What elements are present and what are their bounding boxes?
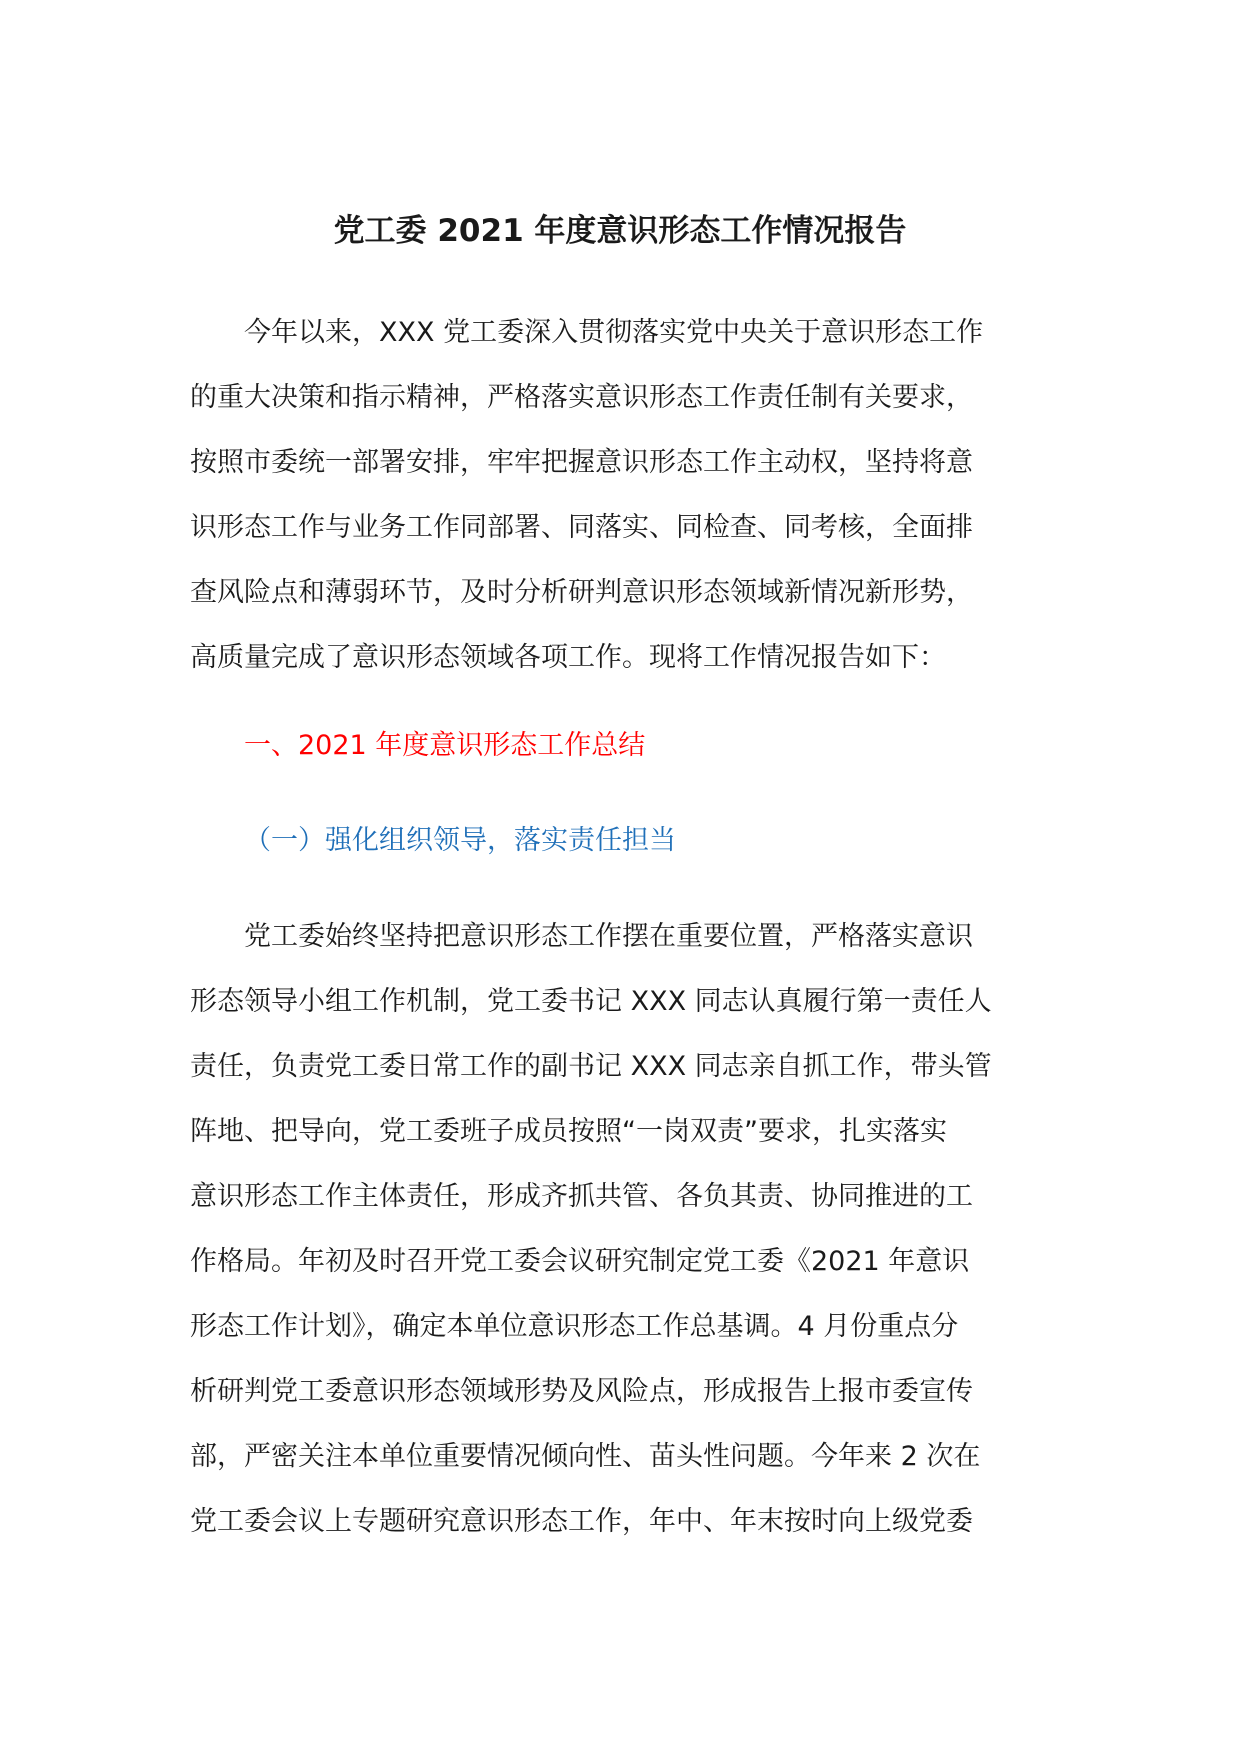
document-title: 党工委 2021 年度意识形态工作情况报告 [333,213,907,249]
body-line: 形态领导小组工作机制，党工委书记 XXX 同志认真履行第一责任人 [190,986,992,1017]
intro-paragraph [190,300,1058,690]
intro-line: 按照市委统一部署安排，牢牢把握意识形态工作主动权，坚持将意 [190,447,973,478]
intro-line: 识形态工作与业务工作同部署、同落实、同检查、同考核，全面排 [190,512,973,543]
body-line: 作格局。年初及时召开党工委会议研究制定党工委《2021 年意识 [190,1246,970,1277]
body-line: 意识形态工作主体责任，形成齐抓共管、各负其责、协同推进的工 [190,1181,973,1212]
body-paragraph [190,904,1058,1554]
body-line: 部，严密关注本单位重要情况倾向性、苗头性问题。今年来 2 次在 [190,1441,981,1472]
body-line: 党工委始终坚持把意识形态工作摆在重要位置，严格落实意识 [244,921,973,952]
intro-line: 今年以来，XXX 党工委深入贯彻落实党中央关于意识形态工作 [244,317,984,348]
body-line: 阵地、把导向，党工委班子成员按照“一岗双责”要求，扎实落实 [190,1116,947,1147]
intro-line: 高质量完成了意识形态领域各项工作。现将工作情况报告如下： [190,642,946,673]
subsection-heading: （一）强化组织领导，落实责任担当 [244,825,676,856]
intro-line: 查风险点和薄弱环节，及时分析研判意识形态领域新情况新形势， [190,577,973,608]
section-heading: 一、2021 年度意识形态工作总结 [244,730,646,761]
intro-line: 的重大决策和指示精神，严格落实意识形态工作责任制有关要求， [190,382,973,413]
body-line: 形态工作计划》，确定本单位意识形态工作总基调。4 月份重点分 [190,1311,959,1342]
body-line: 责任，负责党工委日常工作的副书记 XXX 同志亲自抓工作，带头管 [190,1051,992,1082]
body-line: 党工委会议上专题研究意识形态工作，年中、年末按时向上级党委 [190,1506,973,1537]
body-line: 析研判党工委意识形态领域形势及风险点，形成报告上报市委宣传 [190,1376,973,1407]
